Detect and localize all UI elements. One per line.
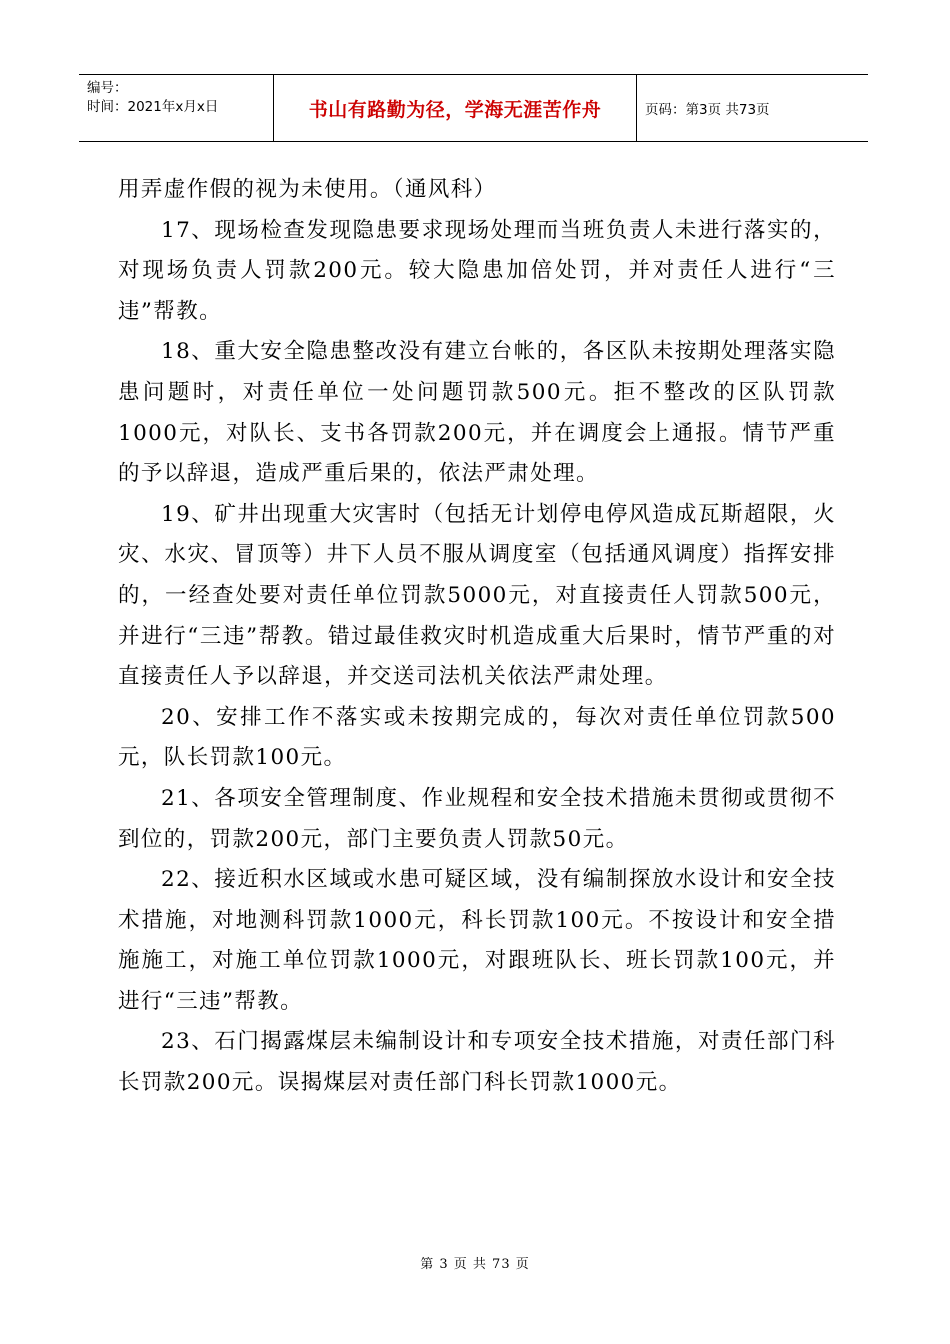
paragraph-item-19: 19、矿井出现重大灾害时（包括无计划停电停风造成瓦斯超限，火灾、水灾、冒顶等）井下人员不服从调度室（包括通风调度）指挥安排的，一经查处要对责任单位罚款5000元，对直接责任人罚款500元，并进行“三违”帮教。错过最佳救灾时机造成重大后果时，情节严重的对直接责任人予以辞退，并交送司法机关依法严肃处理。 bbox=[118, 501, 836, 690]
paragraph-item-22: 22、接近积水区域或水患可疑区域，没有编制探放水设计和安全技术措施，对地测科罚款1000元，科长罚款100元。不按设计和安全措施施工，对施工单位罚款1000元，对跟班队长、班长罚款100元，并进行“三违”帮教。 bbox=[118, 867, 836, 1014]
paragraph-item-23: 23、石门揭露煤层未编制设计和专项安全技术措施，对责任部门科长罚款200元。误揭煤层对责任部门科长罚款1000元。 bbox=[118, 1029, 836, 1096]
paragraph-item-21: 21、各项安全管理制度、作业规程和安全技术措施未贯彻或贯彻不到位的，罚款200元，部门主要负责人罚款50元。 bbox=[118, 785, 836, 852]
paragraph-continuation: 用弄虚作假的视为未使用。（通风科） bbox=[118, 177, 497, 202]
page-header bbox=[79, 74, 868, 142]
header-page-number: 页码：第3页 共73页 bbox=[645, 102, 770, 118]
paragraph-item-20: 20、安排工作不落实或未按期完成的，每次对责任单位罚款500元，队长罚款100元。 bbox=[118, 704, 836, 771]
header-meta bbox=[79, 75, 274, 141]
paragraph-item-18: 18、重大安全隐患整改没有建立台帐的，各区队未按期处理落实隐患问题时，对责任单位一处问题罚款500元。拒不整改的区队罚款1000元，对队长、支书各罚款200元，并在调度会上通报。情节严重的予以辞退，造成严重后果的，依法严肃处理。 bbox=[118, 339, 836, 487]
document-date-label: 时间：2021年x月x日 bbox=[87, 99, 219, 115]
header-slogan-cell bbox=[274, 75, 637, 141]
header-slogan: 书山有路勤为径，学海无涯苦作舟 bbox=[308, 98, 602, 121]
page-footer bbox=[0, 1253, 950, 1272]
header-page-cell bbox=[637, 75, 868, 141]
document-body bbox=[118, 170, 836, 1104]
footer-page-number: 第 3 页 共 73 页 bbox=[420, 1257, 530, 1272]
document-number-label: 编号： bbox=[87, 80, 128, 96]
paragraph-item-17: 17、现场检查发现隐患要求现场处理而当班负责人未进行落实的，对现场负责人罚款200元。较大隐患加倍处罚，并对责任人进行“三违”帮教。 bbox=[118, 217, 836, 324]
